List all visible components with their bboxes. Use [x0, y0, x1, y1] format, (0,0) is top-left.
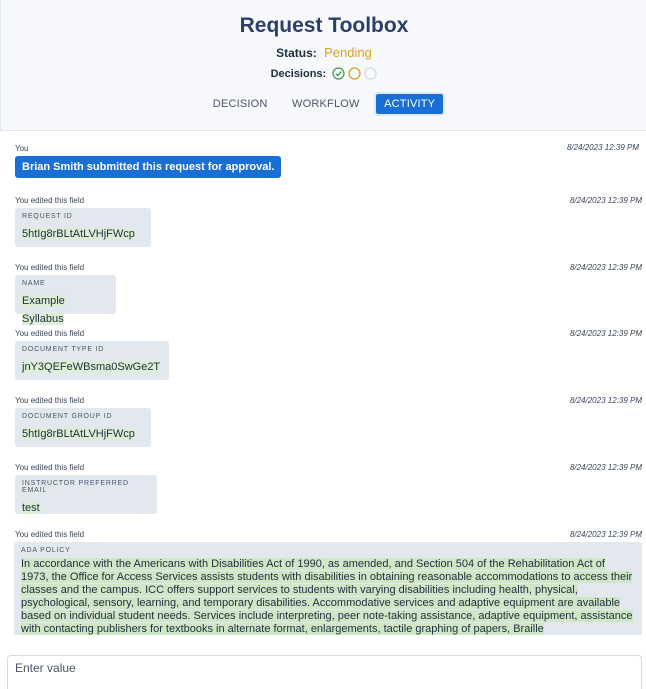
submission-message: Brian Smith submitted this request for approval.: [15, 156, 281, 178]
field-value-container: [21, 558, 635, 635]
entry-actor: You edited this field: [15, 196, 85, 205]
decision-icons: [332, 67, 377, 80]
status-label: Status:: [276, 46, 317, 60]
value-input[interactable]: [8, 656, 641, 680]
status-row: [1, 45, 646, 60]
field-change-card: [14, 542, 642, 635]
field-value: 5htIg8rBLtAtLVHjFWcp: [22, 428, 135, 440]
entry-timestamp: 8/24/2023 12:39 PM: [569, 463, 642, 472]
tab-bar: [1, 94, 646, 114]
entry-timestamp: 8/24/2023 12:39 PM: [566, 143, 639, 152]
field-label: DOCUMENT GROUP ID: [22, 413, 113, 420]
entry-actor: You edited this field: [15, 530, 85, 539]
field-change-card: [15, 408, 151, 447]
entry-actor: You edited this field: [15, 329, 85, 338]
field-value: jnY3QEFeWBsma0SwGe2T: [22, 361, 161, 373]
decisions-row: [1, 67, 646, 80]
entry-actor: You: [15, 144, 29, 153]
entry-actor: You edited this field: [15, 396, 85, 405]
entry-timestamp: 8/24/2023 12:39 PM: [569, 530, 642, 539]
field-change-card: [15, 341, 169, 380]
field-change-card: [15, 475, 157, 514]
entry-timestamp: 8/24/2023 12:39 PM: [569, 263, 642, 272]
tab-activity[interactable]: ACTIVITY: [376, 94, 443, 114]
entry-timestamp: 8/24/2023 12:39 PM: [569, 396, 642, 405]
activity-feed[interactable]: [0, 132, 646, 635]
decisions-label: Decisions:: [270, 67, 327, 80]
tab-decision[interactable]: DECISION: [212, 98, 268, 110]
field-label: INSTRUCTOR PREFERRED EMAIL: [22, 480, 129, 494]
field-value: test: [22, 502, 40, 514]
field-label: DOCUMENT TYPE ID: [22, 346, 105, 353]
page-title: Request Toolbox: [239, 14, 409, 37]
tab-workflow[interactable]: WORKFLOW: [292, 98, 360, 110]
entry-actor: You edited this field: [15, 263, 85, 272]
field-label: REQUEST ID: [22, 213, 73, 220]
field-label: ADA POLICY: [21, 547, 71, 554]
empty-circle-icon: [364, 67, 377, 80]
field-value: Example Syllabus: [22, 295, 65, 325]
field-value: 5htIg8rBLtAtLVHjFWcp: [22, 228, 135, 240]
field-value: In accordance with the Americans with Disabilities Act of 1990, as amended, and Section 504 of the Rehabilitation Act of 1973, the Office for Access Services assists students with disabilities in obtaining reasonable accommodations to access their classes and the campus. ICC offers support services to students with varying disabilities including health, physical, psychological, sensory, learning, and temporary disabilities. Accommodative services and adaptive equipment are available based on individual student needs. Services include interpreting, peer note-taking assistance, adaptive equipment, assistance with contacting publishers for textbooks in alternate format, enlargements, tactile graphing of papers, Braille: [21, 558, 633, 635]
value-input-container: [7, 655, 642, 689]
pending-circle-icon: [348, 67, 361, 80]
entry-timestamp: 8/24/2023 12:39 PM: [569, 196, 642, 205]
entry-timestamp: 8/24/2023 12:39 PM: [569, 329, 642, 338]
check-circle-icon: [332, 67, 345, 80]
request-toolbox-header: [0, 0, 646, 131]
entry-actor: You edited this field: [15, 463, 85, 472]
field-change-card: [15, 275, 116, 325]
field-label: NAME: [22, 280, 46, 287]
field-change-card: [15, 208, 151, 247]
status-value: Pending: [324, 45, 372, 60]
